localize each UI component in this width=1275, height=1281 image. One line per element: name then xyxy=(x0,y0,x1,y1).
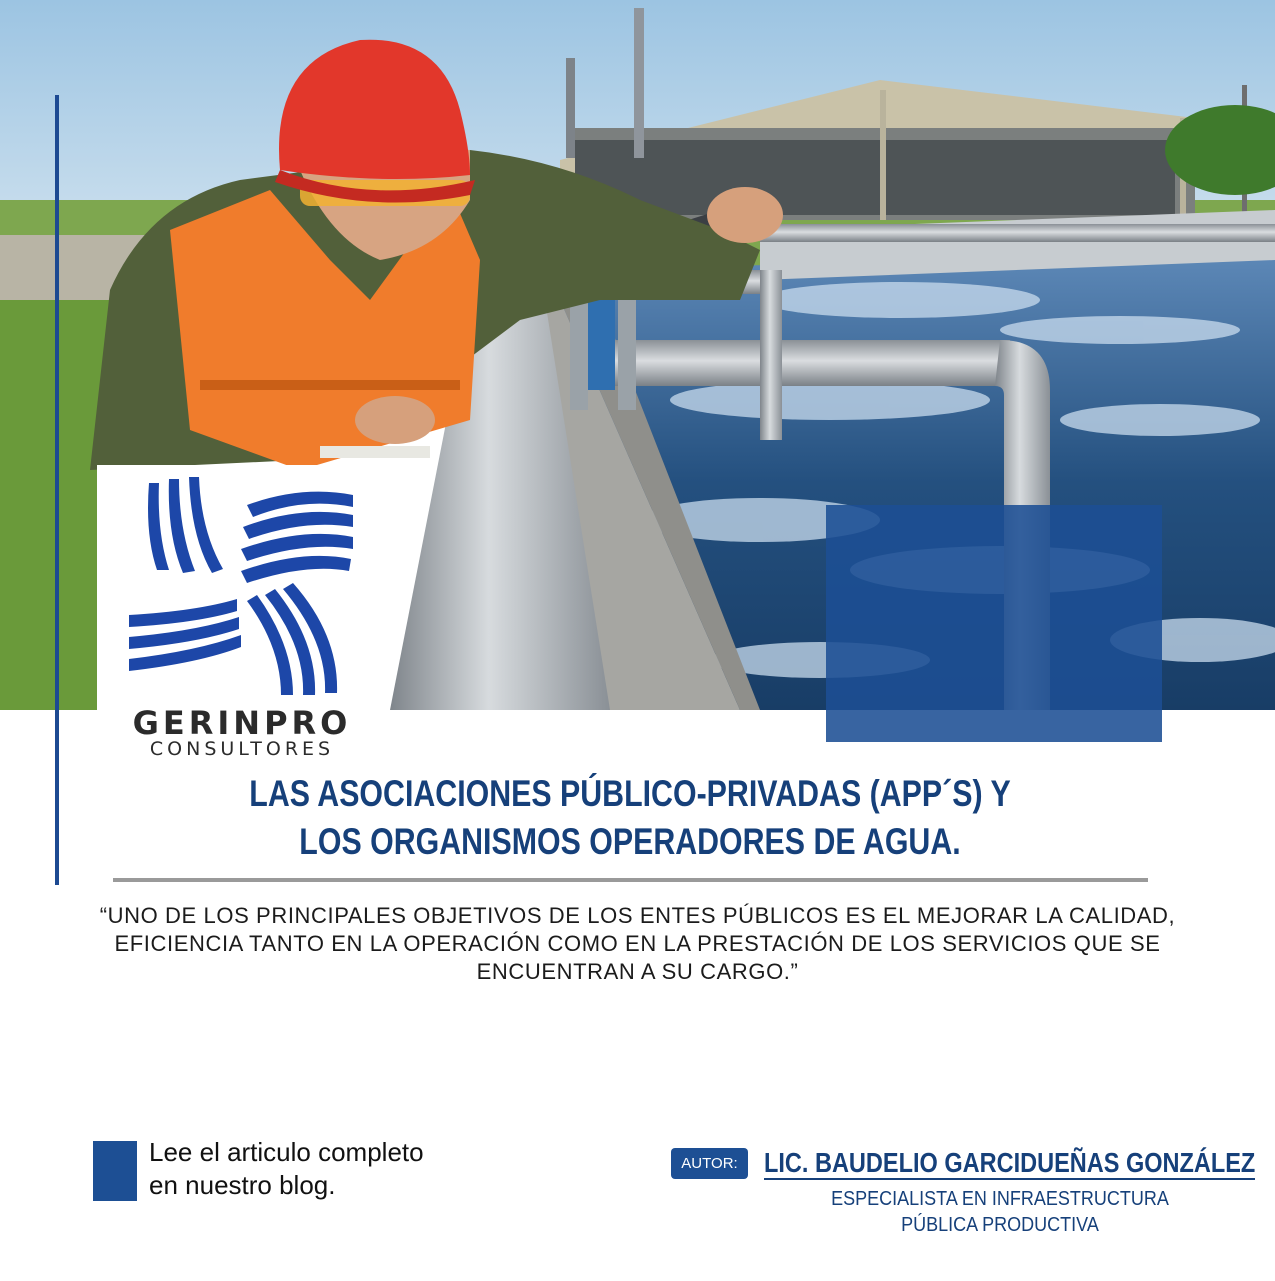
author-name: LIC. BAUDELIO GARCIDUEÑAS GONZÁLEZ xyxy=(764,1147,1256,1178)
author-divider xyxy=(764,1178,1255,1180)
quote-text xyxy=(45,902,1230,986)
accent-square xyxy=(826,505,1162,742)
brand-name: GERINPRO xyxy=(132,704,352,742)
page-title xyxy=(204,770,1057,866)
title-line-1: LAS ASOCIACIONES PÚBLICO-PRIVADAS (APP´S) Y xyxy=(249,773,1011,814)
quote-line-2: EFICIENCIA TANTO EN LA OPERACIÓN COMO EN LA PRESTACIÓN DE LOS SERVICIOS QUE SE xyxy=(114,931,1161,956)
author-role xyxy=(811,1186,1189,1238)
title-divider xyxy=(113,878,1148,882)
title-line-2: LOS ORGANISMOS OPERADORES DE AGUA. xyxy=(299,821,961,862)
author-role-line-2: PÚBLICA PRODUCTIVA xyxy=(901,1214,1099,1236)
brand-subtitle: CONSULTORES xyxy=(149,738,335,760)
quote-line-1: “UNO DE LOS PRINCIPALES OBJETIVOS DE LOS ENTES PÚBLICOS ES EL MEJORAR LA CALIDAD, xyxy=(99,903,1176,928)
author-role-line-1: ESPECIALISTA EN INFRAESTRUCTURA xyxy=(831,1188,1169,1210)
blog-cta[interactable] xyxy=(149,1136,489,1202)
quote-line-3: ENCUENTRAN A SU CARGO.” xyxy=(476,959,799,984)
cta-line-1: Lee el articulo completo xyxy=(149,1137,424,1167)
author-badge: AUTOR: xyxy=(671,1148,748,1179)
cta-line-2: en nuestro blog. xyxy=(149,1170,336,1200)
gerinpro-logo-mark xyxy=(97,465,389,705)
accent-line xyxy=(55,95,59,885)
cta-accent-bar xyxy=(93,1141,137,1201)
